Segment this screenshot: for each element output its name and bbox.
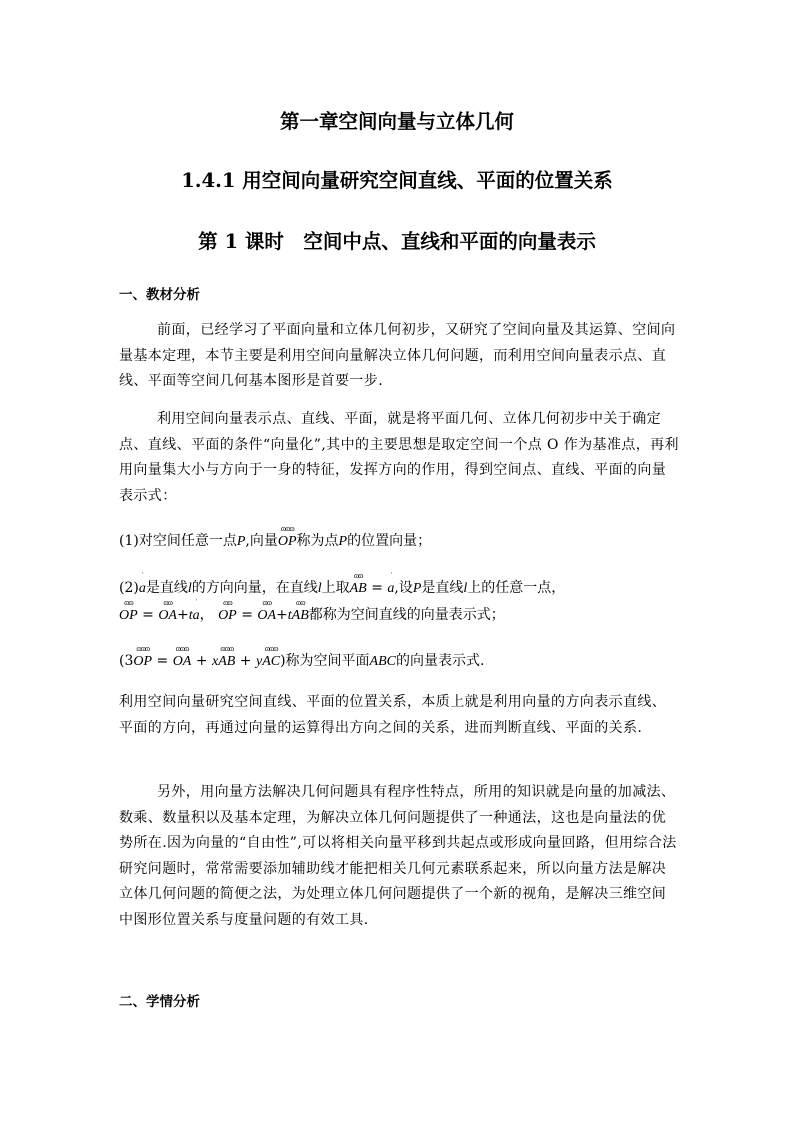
vector-arrow-icon: ˈ [390, 571, 392, 580]
vector-arrow-icon: ɷɷ [163, 598, 172, 607]
vector-arrow-icon: ɷɷɷ [220, 644, 234, 653]
vector-op: ɷɷɷ OP [277, 524, 297, 549]
vector-arrow-icon: ˈ [195, 598, 197, 607]
vector-a: ˈ a [138, 571, 146, 596]
vector-op: ɷɷ OP [218, 598, 237, 623]
vector-arrow-icon: ɷɷ [124, 598, 133, 607]
chapter-title: 第一章空间向量与立体几何 [279, 110, 514, 133]
vector-oa: ɷɷɷ OA [172, 644, 192, 669]
vector-oa: ɷɷ OA [257, 598, 277, 623]
vector-arrow-icon: ɷɷ [262, 598, 271, 607]
paragraph-vector-method: 另外，用向量方法解决几何问题具有程序性特点，所用的知识就是向量的加减法、数乘、数量积以及基本定理，为解决立体几何问题提供了一种通法，这也是向量法的优势所在.因为向量的“自由性”,可以将相关向量平移到共起点或形成向量回路，但用综合法研究问题时，常常需要添加辅助线才能把相关几何元素联系起来，所以向量方法是解决立体几何问题的简便之法，为处理立体几何问题提供了一个新的视角，是解决三维空间中图形位置关系与度量问题的有效工具. [119, 784, 677, 928]
vector-arrow-icon: ɷɷɷ [280, 524, 294, 533]
lesson-title: 第 1 课时 空间中点、直线和平面的向量表示 [198, 230, 596, 253]
paragraph-representation: 利用空间向量表示点、直线、平面，就是将平面几何、立体几何初步中关于确定点、直线、平面的条件“向量化”,其中的主要思想是取定空间一个点 O 作为基准点，再利用向量集大小与方向于一身的特征，发挥方向的作用，得到空间点、直线、平面的向量表示式： [119, 411, 679, 504]
vector-a: ˈ a [192, 598, 200, 623]
formula-line-3: ɷɷ OP = ɷɷ OA+t ˈ a， ɷɷ OP = ɷɷ OA+t ɷɷ AB都称为空间直线的向量表示式； [119, 598, 505, 623]
paragraph-intro: 前面，已经学习了平面向量和立体几何初步，又研究了空间向量及其运算、空间向量基本定理，本节主要是利用空间向量解决立体几何问题，而利用空间向量表示点、直线、平面等空间几何基本图形是首要一步. [119, 322, 676, 389]
heading-textbook-analysis: 一、教材分析 [119, 287, 200, 303]
formula-line-4: (3 ɷɷɷ OP = ɷɷɷ OA + x ɷɷɷ AB + y ɷɷɷ AC)称为空间平面ABC的向量表示式. [119, 644, 485, 669]
vector-oa: ɷɷ OA [158, 598, 177, 623]
vector-arrow-icon: ˈ [141, 571, 144, 580]
vector-arrow-icon: ɷɷɷ [264, 644, 278, 653]
formula-line-1: (1)对空间任意一点P,向量 ɷɷɷ OP称为点P的位置向量； [119, 524, 432, 549]
vector-op: ɷɷɷ OP [133, 644, 153, 669]
vector-ac: ɷɷɷ AC [262, 644, 281, 669]
heading-student-analysis: 二、学情分析 [119, 994, 200, 1010]
vector-ab: ɷɷ AB [291, 598, 309, 623]
vector-a: ˈ a [387, 571, 395, 596]
vector-arrow-icon: ɷɷɷ [136, 644, 150, 653]
vector-ab: ɷɷɷ AB [218, 644, 236, 669]
vector-ab: ɷɷ AB [349, 571, 367, 596]
vector-op: ɷɷ OP [119, 598, 138, 623]
vector-arrow-icon: ɷɷɷ [175, 644, 189, 653]
vector-arrow-icon: ɷɷ [223, 598, 232, 607]
formula-line-2: (2) ˈ a是直线l的方向向量，在直线l上取 ɷɷ AB = ˈ a,设P是直线l上的任意一点， [119, 571, 566, 596]
section-title: 1.4.1 用空间向量研究空间直线、平面的位置关系 [181, 169, 613, 192]
vector-arrow-icon: ɷɷ [295, 598, 305, 607]
vector-arrow-icon: ɷɷ [353, 571, 363, 580]
paragraph-position-relation: 利用空间向量研究空间直线、平面的位置关系，本质上就是利用向量的方向表示直线、平面的方向，再通过向量的运算得出方向之间的关系，进而判断直线、平面的关系. [119, 694, 667, 736]
